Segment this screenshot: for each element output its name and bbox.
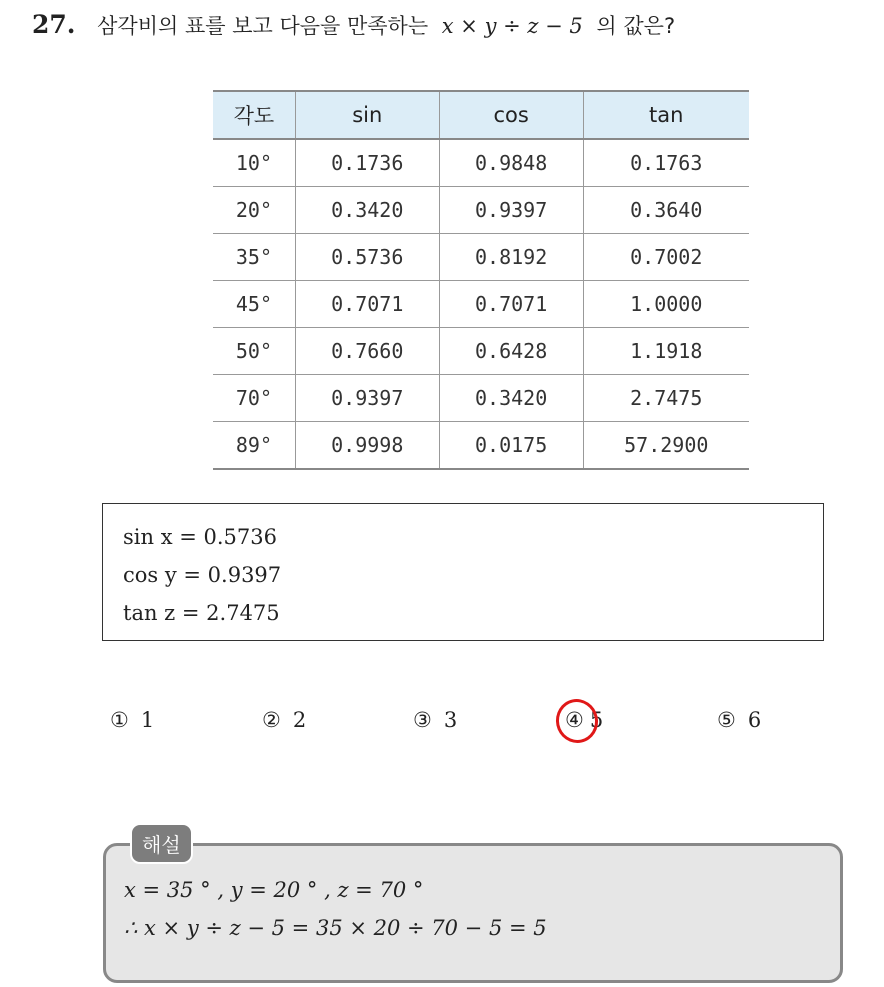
question-header [32,10,675,40]
question-text: 삼각비의 표를 보고 다음을 만족하는 [97,14,429,38]
cell-cos: 0.6428 [439,328,583,375]
choice-1[interactable] [110,708,154,732]
question-ending: 의 값은? [596,14,676,38]
table-row [213,422,749,470]
choice-value: 1 [140,708,155,732]
cell-angle: 89° [213,422,295,470]
cell-sin: 0.9998 [295,422,439,470]
table-row [213,187,749,234]
table-row [213,281,749,328]
choice-value: 5 [589,708,604,732]
cell-sin: 0.5736 [295,234,439,281]
answer-choices [0,708,884,742]
header-tan: tan [583,91,749,139]
choice-3[interactable] [413,708,457,732]
cell-angle: 35° [213,234,295,281]
choice-mark: ⑤ [717,708,736,732]
question-number: 27. [32,10,76,39]
header-sin: sin [295,91,439,139]
choice-value: 3 [443,708,458,732]
cell-tan: 1.0000 [583,281,749,328]
cell-angle: 45° [213,281,295,328]
header-angle: 각도 [213,91,295,139]
cell-cos: 0.8192 [439,234,583,281]
given-line-cos: cos y = 0.9397 [123,563,282,587]
choice-mark: ④ [565,708,584,732]
cell-angle: 10° [213,139,295,187]
cell-angle: 70° [213,375,295,422]
cell-sin: 0.7660 [295,328,439,375]
cell-angle: 20° [213,187,295,234]
cell-angle: 50° [213,328,295,375]
table-row [213,375,749,422]
given-line-sin: sin x = 0.5736 [123,525,277,549]
table-row [213,234,749,281]
solution-line-2: ∴ x × y ÷ z − 5 = 35 × 20 ÷ 70 − 5 = 5 [124,916,547,940]
cell-cos: 0.3420 [439,375,583,422]
cell-cos: 0.9848 [439,139,583,187]
cell-tan: 57.2900 [583,422,749,470]
solution-tag: 해설 [130,823,193,864]
choice-mark: ② [262,708,281,732]
given-conditions-box [102,503,824,641]
cell-tan: 0.3640 [583,187,749,234]
trig-table [213,90,749,470]
cell-sin: 0.9397 [295,375,439,422]
choice-mark: ③ [413,708,432,732]
choice-value: 6 [747,708,762,732]
table-row [213,139,749,187]
cell-sin: 0.1736 [295,139,439,187]
cell-tan: 0.7002 [583,234,749,281]
cell-cos: 0.9397 [439,187,583,234]
solution-line-1: x = 35 ° , y = 20 ° , z = 70 ° [124,878,424,902]
table-header-row [213,91,749,139]
cell-tan: 0.1763 [583,139,749,187]
cell-sin: 0.3420 [295,187,439,234]
cell-tan: 1.1918 [583,328,749,375]
choice-value: 2 [292,708,307,732]
cell-sin: 0.7071 [295,281,439,328]
table-row [213,328,749,375]
question-expression: x × y ÷ z − 5 [441,14,583,38]
header-cos: cos [439,91,583,139]
cell-cos: 0.0175 [439,422,583,470]
cell-cos: 0.7071 [439,281,583,328]
choice-5[interactable] [717,708,761,732]
given-line-tan: tan z = 2.7475 [123,601,280,625]
cell-tan: 2.7475 [583,375,749,422]
choice-mark: ① [110,708,129,732]
choice-2[interactable] [262,708,306,732]
solution-box [103,843,843,983]
